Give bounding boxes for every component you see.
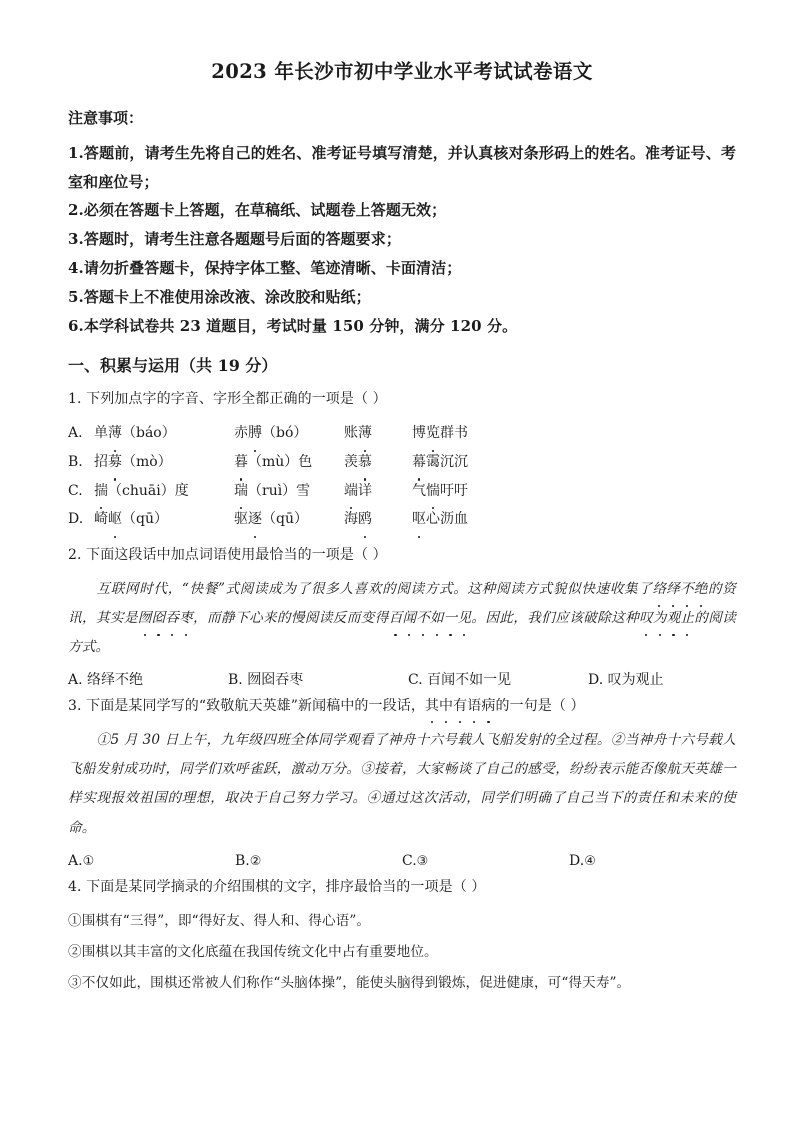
text-post: （chuāi）度 xyxy=(108,482,189,499)
question-1-stem: 1. 下列加点字的字音、字形全都正确的一项是（ ） xyxy=(68,391,387,408)
emphasis-dot-char: 绝 xyxy=(694,575,708,604)
emphasis-dot-char: 吞 xyxy=(165,604,179,633)
text-post: （bó） xyxy=(262,424,308,441)
option-label: D. xyxy=(588,672,604,689)
notice-heading: 注意事项： xyxy=(68,109,144,128)
question-3-passage xyxy=(68,726,736,843)
notice-item-2: 2.必须在答题卡上答题，在草稿纸、试题卷上答题无效； xyxy=(68,201,447,220)
question-3-option-a[interactable] xyxy=(68,847,235,875)
question-4-item-1: ①围棋有“三得”，即“得好友、得人和、得心语”。 xyxy=(68,913,371,930)
passage-indent xyxy=(68,581,97,597)
text-pre: 海 xyxy=(344,511,358,528)
text-pre: 气 xyxy=(412,482,426,499)
option-col-4 xyxy=(412,505,468,534)
text-pre: 单 xyxy=(94,424,108,441)
option-label: B. xyxy=(68,453,83,470)
emphasis-dot-char: 闻 xyxy=(402,604,416,633)
notice-item-5: 5.答题卡上不准使用涂改液、涂改胶和贴纸； xyxy=(68,287,371,306)
option-text: ③ xyxy=(416,853,429,869)
option-col-1 xyxy=(94,505,234,534)
passage-seg-3: ，而静下心来的慢阅读反而变得 xyxy=(192,609,389,626)
passage-seg-2: 的资讯，其实是 xyxy=(68,580,736,626)
emphasis-dot-char: 观 xyxy=(667,604,681,633)
text-post: 心沥血 xyxy=(426,511,468,528)
question-3-stem xyxy=(68,694,736,719)
question-1-option-d[interactable] xyxy=(68,505,736,534)
question-2-options[interactable] xyxy=(68,666,736,694)
option-label: A. xyxy=(68,672,83,689)
emphasis-phrase-stem xyxy=(425,698,496,714)
option-label: B. xyxy=(228,672,243,689)
question-2-option-d[interactable] xyxy=(588,666,664,694)
option-col-2 xyxy=(234,419,344,448)
passage-text: ①5 月 30 日上午，九年级四班全体同学观看了神舟十六号载人飞船发射的全过程。②当神舟十六号载人飞船发射成功时，同学们欢呼雀跃，激动万分。③接着，大家畅谈了自己的感受，纷纷表示能否像航天英雄一样实现报效祖国的理想，取决于自己努力学习。④通过这次活动，同学们明确了自己当下的责任和未来的使命。 xyxy=(68,731,736,836)
question-4-item-3: ③不仅如此，围棋还常被人们称作“头脑体操”，能使头脑得到锻炼，促进健康，可“得天寿”。 xyxy=(68,975,631,992)
option-text: ② xyxy=(249,853,262,869)
emphasis-phrase-3 xyxy=(389,610,472,626)
option-text: 囫囵吞枣 xyxy=(247,672,304,689)
text-post: （qū） xyxy=(262,511,308,528)
emphasis-dot-char: 不 xyxy=(680,575,694,604)
emphasis-dot-char: 揣 xyxy=(94,477,108,506)
emphasis-dot-char: 有 xyxy=(453,694,467,719)
option-col-3 xyxy=(344,448,412,477)
text-post: （báo） xyxy=(122,424,176,441)
emphasis-dot-char: 募 xyxy=(108,448,122,477)
text-pre: 赤 xyxy=(234,424,248,441)
emphasis-dot-char: 囵 xyxy=(152,604,166,633)
page-content xyxy=(68,58,736,999)
question-2-option-c[interactable] xyxy=(408,666,588,694)
option-col-2 xyxy=(234,477,344,506)
option-text: 络绎不绝 xyxy=(87,672,144,689)
emphasis-dot-char: 呕 xyxy=(412,505,426,534)
emphasis-dot-char: 览 xyxy=(426,419,440,448)
option-text: ① xyxy=(82,853,95,869)
question-1-option-b[interactable] xyxy=(68,448,736,477)
option-col-1 xyxy=(94,448,234,477)
passage-seg-4: 。因此，我们应该破除这种 xyxy=(471,609,640,626)
emphasis-dot-char: 叹 xyxy=(639,604,653,633)
question-3-option-c[interactable] xyxy=(402,847,569,875)
option-col-2 xyxy=(234,448,344,477)
page-title: 2023 年长沙市初中学业水平考试试卷语文 xyxy=(211,60,593,83)
question-2-stem: 2. 下面这段话中加点词语使用最恰当的一项是（ ） xyxy=(68,547,387,564)
emphasis-dot-char: 一 xyxy=(444,604,458,633)
text-post: 详 xyxy=(358,482,372,499)
question-4-stem: 4. 下面是某同学摘录的介绍围棋的文字，排序最恰当的一项是（ ） xyxy=(68,878,486,895)
option-label: C. xyxy=(68,482,83,499)
option-col-3 xyxy=(344,419,412,448)
question-3-options[interactable] xyxy=(68,847,736,875)
emphasis-phrase-1 xyxy=(653,581,708,597)
option-text: 百闻不如一见 xyxy=(427,672,512,689)
text-post: （mù）色 xyxy=(248,453,313,470)
text-pre: 崎 xyxy=(94,511,108,528)
emphasis-phrase-2 xyxy=(138,610,193,626)
question-4-item-2: ②围棋以其丰富的文化底蕴在我国传统文化中占有重要地位。 xyxy=(68,944,438,961)
emphasis-dot-char: 逐 xyxy=(248,505,262,534)
stem-post: 的一句是（ ） xyxy=(495,698,585,715)
question-2-option-a[interactable] xyxy=(68,666,228,694)
emphasis-dot-char: 其 xyxy=(425,694,439,719)
option-label: C. xyxy=(402,852,417,869)
option-col-3 xyxy=(344,477,412,506)
emphasis-dot-char: 绎 xyxy=(666,575,680,604)
option-text: 叹为观止 xyxy=(607,672,664,689)
option-label: A. xyxy=(68,424,83,441)
passage-seg-5: 的阅读方式。 xyxy=(68,609,736,656)
emphasis-dot-char: 薄 xyxy=(358,419,372,448)
emphasis-dot-char: 鸥 xyxy=(358,505,372,534)
emphasis-dot-char: 幕 xyxy=(412,448,426,477)
emphasis-dot-char: 见 xyxy=(457,604,471,633)
text-pre: 羡 xyxy=(344,453,358,470)
notice-item-6: 6.本学科试卷共 23 道题目，考试时量 150 分钟，满分 120 分。 xyxy=(68,316,518,335)
option-col-4 xyxy=(412,448,468,477)
option-col-3 xyxy=(344,505,412,534)
emphasis-dot-char: 膊 xyxy=(248,419,262,448)
stem-pre: 3. 下面是某同学写的“致敬航天英雄”新闻稿中的一段话， xyxy=(68,698,425,715)
text-pre: 招 xyxy=(94,453,108,470)
question-2-passage xyxy=(68,575,736,663)
text-post: 霭沉沉 xyxy=(426,453,468,470)
option-text: ④ xyxy=(584,853,596,869)
option-label: C. xyxy=(408,672,423,689)
option-label: D. xyxy=(569,852,585,869)
emphasis-dot-char: 络 xyxy=(653,575,667,604)
text-post: 吁吁 xyxy=(440,482,468,499)
emphasis-dot-char: 岖 xyxy=(108,505,122,534)
text-pre: 驱 xyxy=(234,511,248,528)
option-label: A. xyxy=(68,852,83,869)
option-col-1 xyxy=(94,419,234,448)
emphasis-dot-char: 囫 xyxy=(138,604,152,633)
emphasis-dot-char: 惴 xyxy=(426,477,440,506)
emphasis-dot-char: 如 xyxy=(430,604,444,633)
emphasis-dot-char: 为 xyxy=(653,604,667,633)
option-label: D. xyxy=(68,511,84,528)
emphasis-dot-char: 中 xyxy=(439,694,453,719)
emphasis-dot-char: 百 xyxy=(389,604,403,633)
emphasis-dot-char: 慕 xyxy=(358,448,372,477)
emphasis-dot-char: 暮 xyxy=(234,448,248,477)
notice-item-3: 3.答题时，请考生注意各题题号后面的答题要求； xyxy=(68,230,401,249)
option-col-4 xyxy=(412,477,468,506)
option-col-1 xyxy=(94,477,234,506)
notice-item-1: 1.答题前，请考生先将自己的姓名、准考证号填写清楚，并认真核对条形码上的姓名。准考证号、考室和座位号； xyxy=(68,143,736,191)
text-post: （ruì）雪 xyxy=(248,482,311,499)
emphasis-dot-char: 语 xyxy=(467,694,481,719)
question-2-option-b[interactable] xyxy=(228,666,408,694)
text-post: （qū） xyxy=(122,511,168,528)
emphasis-dot-char: 病 xyxy=(481,694,495,719)
question-3-option-b[interactable] xyxy=(235,847,402,875)
passage-indent xyxy=(68,732,97,748)
text-pre: 博 xyxy=(412,424,426,441)
option-col-2 xyxy=(234,505,344,534)
emphasis-dot-char: 枣 xyxy=(179,604,193,633)
emphasis-phrase-4 xyxy=(639,610,694,626)
option-col-4 xyxy=(412,419,468,448)
question-1-option-c[interactable] xyxy=(68,477,736,506)
section-heading-one: 一、积累与运用（共 19 分） xyxy=(68,356,278,376)
text-pre: 账 xyxy=(344,424,358,441)
text-post: （mò） xyxy=(122,453,172,470)
emphasis-dot-char: 不 xyxy=(416,604,430,633)
emphasis-dot-char: 止 xyxy=(680,604,694,633)
emphasis-dot-char: 端 xyxy=(344,477,358,506)
question-3-option-d[interactable] xyxy=(569,847,736,875)
notice-item-4: 4.请勿折叠答题卡，保持字体工整、笔迹清晰、卡面清洁； xyxy=(68,258,462,277)
question-1-option-a[interactable] xyxy=(68,419,736,448)
text-post: 群书 xyxy=(440,424,468,441)
passage-seg-1: 互联网时代，“快餐”式阅读成为了很多人喜欢的阅读方式。这种阅读方式貌似快速收集了 xyxy=(96,580,653,597)
option-label: B. xyxy=(235,852,250,869)
emphasis-dot-char: 瑞 xyxy=(234,477,248,506)
emphasis-dot-char: 薄 xyxy=(108,419,122,448)
